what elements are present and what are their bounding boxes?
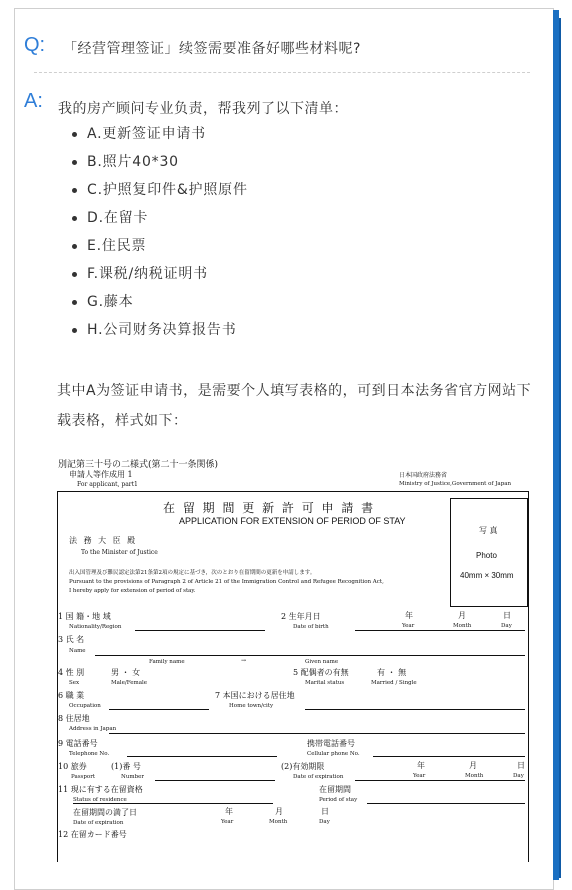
field-status: 11 現に有する在留資格 [58,785,143,794]
line [355,630,525,631]
pursuant-text-en: Pursuant to the provisions of Paragraph 2 of Article 21 of the Immigration Control and Refugee Recognition Act, [69,579,384,585]
materials-list [58,124,248,348]
field-occupation-en: Occupation [69,703,101,709]
day-label: 日 [517,761,525,770]
line [95,655,525,656]
field-nationality: 1 国 籍・地 域 [58,612,111,621]
card-accent-shadow [559,18,561,878]
year-label-en: Year [221,819,234,825]
list-item: A.更新签证申请书 [58,124,248,152]
passport-expiry: (2)有効期限 [281,762,325,771]
sex-options-en: Male/Female [111,680,148,686]
given-name-label: Given name [305,659,339,665]
form-header-part-en: For applicant, part1 [77,481,138,488]
field-period: 在留期間 [319,785,351,794]
question-text: 「经营管理签证」续签需要准备好哪些材料呢? [63,41,361,57]
marital-options: 有 ・ 無 [377,668,407,677]
photo-size: 40mm × 30mm [460,571,514,580]
day-label-en: Day [513,773,524,779]
field-expire-en: Date of expiration [73,820,124,826]
list-item: B.照片40*30 [58,152,248,180]
list-item: F.课税/纳税证明书 [58,264,248,292]
answer-intro: 我的房产顾问专业负责，帮我列了以下清单： [58,101,348,117]
form-header-part: 申請人等作成用 1 [69,470,133,479]
field-birth-en: Date of birth [293,624,329,630]
field-name-en: Name [69,648,86,654]
year-label: 年 [417,761,425,770]
field-telephone-en: Telephone No. [69,751,110,757]
field-name: 3 氏 名 [58,635,85,644]
line [155,780,275,781]
year-label: 年 [405,611,413,620]
line [135,630,265,631]
field-residence-card: 12 在留カード番号 [58,830,127,839]
minister-label-en: To the Minister of Justice [81,549,158,556]
form-header-ministry: 日本国政府法務省 [399,472,448,479]
field-sex-en: Sex [69,680,80,686]
sex-options: 男 ・ 女 [111,668,141,677]
family-name-label: Family name [149,659,185,665]
list-item: E.住民票 [58,236,248,264]
line [355,780,525,781]
field-marital-en: Marital status [305,680,345,686]
form-header-ministry-en: Ministry of Justice,Government of Japan [399,481,512,487]
line [373,756,525,757]
field-occupation: 6 職 業 [58,691,85,700]
field-telephone: 9 電話番号 [58,739,98,748]
marital-options-en: Married / Single [371,680,417,686]
form-title-en: APPLICATION FOR EXTENSION OF PERIOD OF STAY [179,516,406,526]
line [109,709,209,710]
month-label-en: Month [453,623,472,629]
field-cellphone: 携帯電話番号 [307,739,355,748]
year-label-en: Year [413,773,426,779]
day-label: 日 [503,611,511,620]
year-label: 年 [225,807,233,816]
day-label-en: Day [319,819,330,825]
list-item: H.公司财务决算报告书 [58,320,248,348]
month-label: 月 [275,807,283,816]
pursuant-text-en-2: I hereby apply for extension of period of stay. [69,588,196,594]
photo-label-en: Photo [476,551,497,560]
field-nationality-en: Nationality/Region [69,624,122,630]
field-hometown-en: Home town/city [229,703,274,709]
field-passport-en: Passport [71,774,96,780]
photo-label: 写 真 [479,526,498,535]
month-label: 月 [469,761,477,770]
field-sex: 4 性 別 [58,668,85,677]
line [367,803,525,804]
field-cellphone-en: Cellular phone No. [307,751,360,757]
field-period-en: Period of stay [319,797,358,803]
minister-label: 法 務 大 臣 殿 [69,536,138,545]
day-label-en: Day [501,623,512,629]
form-title: 在 留 期 間 更 新 許 可 申 請 書 [163,501,376,515]
field-hometown: 7 本国における居住地 [215,691,295,700]
passport-expiry-en: Date of expiration [293,774,344,780]
photo-box [450,498,528,607]
month-label: 月 [458,611,466,620]
line [127,756,277,757]
month-label-en: Month [269,819,288,825]
field-passport: 10 旅券 [58,762,87,771]
line [73,803,273,804]
list-item: D.在留卡 [58,208,248,236]
question-marker: Q: [24,34,46,56]
passport-number: (1)番 号 [111,762,141,771]
field-address-en: Address in Japan [69,726,117,732]
form-header-annex: 別記第三十号の二様式(第二十一条関係) [58,460,219,470]
day-label: 日 [321,807,329,816]
name-arrow: → [241,657,247,664]
line [109,733,525,734]
month-label-en: Month [465,773,484,779]
qa-divider [34,72,530,73]
application-form-image [55,455,529,855]
list-item: C.护照复印件&护照原件 [58,180,248,208]
pursuant-text: 出入国管理及び難民認定法第21条第2項の規定に基づき，次のとおり在留期間の更新を申請します。 [69,570,316,576]
field-status-en: Status of residence [73,797,127,803]
field-marital: 5 配偶者の有無 [293,668,349,677]
answer-marker: A: [24,90,43,112]
field-address: 8 住居地 [58,714,90,723]
answer-paragraph: 其中A为签证申请书，是需要个人填写表格的，可到日本法务省官方网站下载表格，样式如下： [57,383,532,429]
field-expire: 在留期間の満了日 [73,808,137,817]
line [305,709,525,710]
list-item: G.藤本 [58,292,248,320]
year-label-en: Year [402,623,415,629]
field-birth: 2 生年月日 [281,612,321,621]
passport-number-en: Number [121,774,144,780]
